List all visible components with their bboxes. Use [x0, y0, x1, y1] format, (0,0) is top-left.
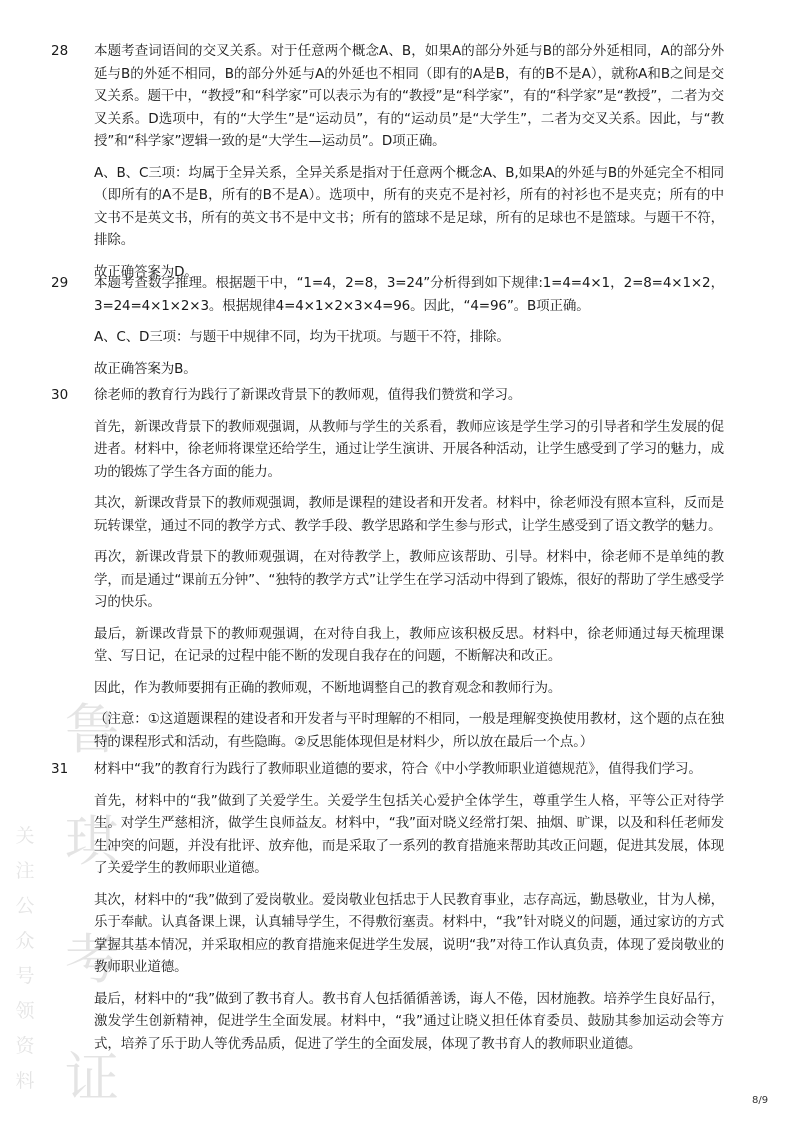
question-28: [0, 40, 800, 292]
watermark-char: 号: [15, 965, 35, 987]
question-29: [0, 272, 800, 389]
question-number: 28: [51, 43, 69, 59]
watermark-char: 关: [15, 825, 35, 847]
question-30: [0, 384, 800, 762]
watermark-char: 考: [65, 928, 119, 991]
watermark-char: 注: [15, 860, 35, 882]
question-number: 29: [51, 275, 69, 291]
answer-paragraph: A、C、D三项：与题干中规律不同，均为干扰项。与题干不符，排除。: [94, 329, 510, 345]
answer-paragraph: 本题考查数字推理。根据题干中，“1=4，2=8，3=24”分析得到如下规律:1=4=4×1，2=8=4×1×2，3=24=4×1×2×3。根据规律4=4×1×2×3×4=96。因此，“4=96”。B项正确。: [94, 275, 724, 314]
answer-paragraph: 徐老师的教育行为践行了新课改背景下的教师观，值得我们赞赏和学习。: [94, 387, 522, 403]
page-number: 8/9: [752, 1095, 769, 1106]
watermark-char: 琪: [65, 810, 119, 873]
answer-paragraph: 其次，材料中的“我”做到了爱岗敬业。爱岗敬业包括忠于人民教育事业，志存高远，勤恳敬业，甘为人梯，乐于奉献。认真备课上课，认真辅导学生，不得敷衍塞责。材料中，“我”针对晓义的问题，通过家访的方式掌握其基本情况，并采取相应的教育措施来促进学生发展，说明“我”对待工作认真负责，体现了爱岗敬业的教师职业道德。: [94, 891, 724, 975]
answer-paragraph: 故正确答案为D。: [94, 263, 198, 280]
answer-paragraph: 再次，新课改背景下的教师观强调，在对待教学上，教师应该帮助、引导。材料中，徐老师不是单纯的教学，而是通过“课前五分钟”、“独特的教学方式”让学生在学习活动中得到了锻炼，很好的帮助了学生感受学习的快乐。: [94, 549, 724, 610]
watermark-char: 资: [15, 1035, 35, 1057]
answer-paragraph: 因此，作为教师要拥有正确的教师观，不断地调整自己的教育观念和教师行为。: [94, 679, 562, 696]
watermark-char: 公: [15, 895, 35, 917]
answer-paragraph: A、B、C三项：均属于全异关系，全异关系是指对于任意两个概念A、B,如果A的外延与B的外延完全不相同（即所有的A不是B，所有的B不是A）。选项中，所有的夹克不是衬衫，所有的衬衫也不是夹克；所有的中文书不是英文书，所有的英文书不是中文书；所有的篮球不是足球，所有的足球也不是篮球。与题干不符，排除。: [94, 164, 724, 248]
question-31: [0, 758, 800, 1064]
answer-paragraph: 其次，新课改背景下的教师观强调，教师是课程的建设者和开发者。材料中，徐老师没有照本宣科，反而是玩转课堂，通过不同的教学方式、教学手段、教学思路和学生参与形式，让学生感受到了语文教学的魅力。: [94, 495, 724, 534]
answer-paragraph: 材料中“我”的教育行为践行了教师职业道德的要求，符合《中小学教师职业道德规范》，值得我们学习。: [94, 761, 702, 777]
question-number: 30: [51, 387, 69, 403]
answer-paragraph: 本题考查词语间的交叉关系。对于任意两个概念A、B，如果A的部分外延与B的部分外延相同，A的部分外延与B的外延不相同，B的部分外延与A的外延也不相同（即有的A是B，有的B不是A），就称A和B之间是交叉关系。题干中，“教授”和“科学家”可以表示为有的“教授”是“科学家”，有的“科学家”是“教授”，二者为交叉关系。D选项中，有的“大学生”是“运动员”，有的“运动员”是“大学生”，二者为交叉关系。因此，与“教授”和“科学家”逻辑一致的是“大学生—运动员”。D项正确。: [94, 43, 724, 149]
note-paragraph: （注意：①这道题课程的建设者和开发者与平时理解的不相同，一般是理解变换使用教材，这个题的点在独特的课程形式和活动，有些隐晦。②反思能体现但是材料少，所以放在最后一个点。）: [94, 711, 724, 750]
watermark-char: 料: [15, 1070, 35, 1092]
watermark-char: 鲁: [65, 698, 119, 761]
answer-paragraph: 首先，新课改背景下的教师观强调，从教师与学生的关系看，教师应该是学生学习的引导者和学生发展的促进者。材料中，徐老师将课堂还给学生，通过让学生演讲、开展各种活动，让学生感受到了学习的魅力，成功的锻炼了学生各方面的能力。: [94, 418, 724, 480]
answer-paragraph: 最后，材料中的“我”做到了教书育人。教书育人包括循循善诱，诲人不倦，因材施教。培养学生良好品行，激发学生创新精神，促进学生全面发展。材料中，“我”通过让晓义担任体育委员、鼓励其参加运动会等方式，培养了乐于助人等优秀品质，促进了学生的全面发展，体现了教书育人的教师职业道德。: [94, 990, 724, 1052]
watermark-char: 众: [15, 930, 35, 952]
answer-paragraph: 故正确答案为B。: [94, 360, 197, 377]
watermark-char: 证: [65, 1046, 119, 1109]
watermark-char: 领: [15, 1000, 35, 1022]
answer-paragraph: 最后，新课改背景下的教师观强调，在对待自我上，教师应该积极反思。材料中，徐老师通过每天梳理课堂、写日记，在记录的过程中能不断的发现自我存在的问题，不断解决和改正。: [94, 625, 724, 664]
answer-paragraph: 首先，材料中的“我”做到了关爱学生。关爱学生包括关心爱护全体学生，尊重学生人格，平等公正对待学生。对学生严慈相济，做学生良师益友。材料中，“我”面对晓义经常打架、抽烟、旷课，以及和科任老师发生冲突的问题，并没有批评、放弃他，而是采取了一系列的教育措施来帮助其改正问题，促进其发展，体现了关爱学生的教师职业道德。: [94, 792, 724, 876]
question-number: 31: [51, 761, 69, 777]
